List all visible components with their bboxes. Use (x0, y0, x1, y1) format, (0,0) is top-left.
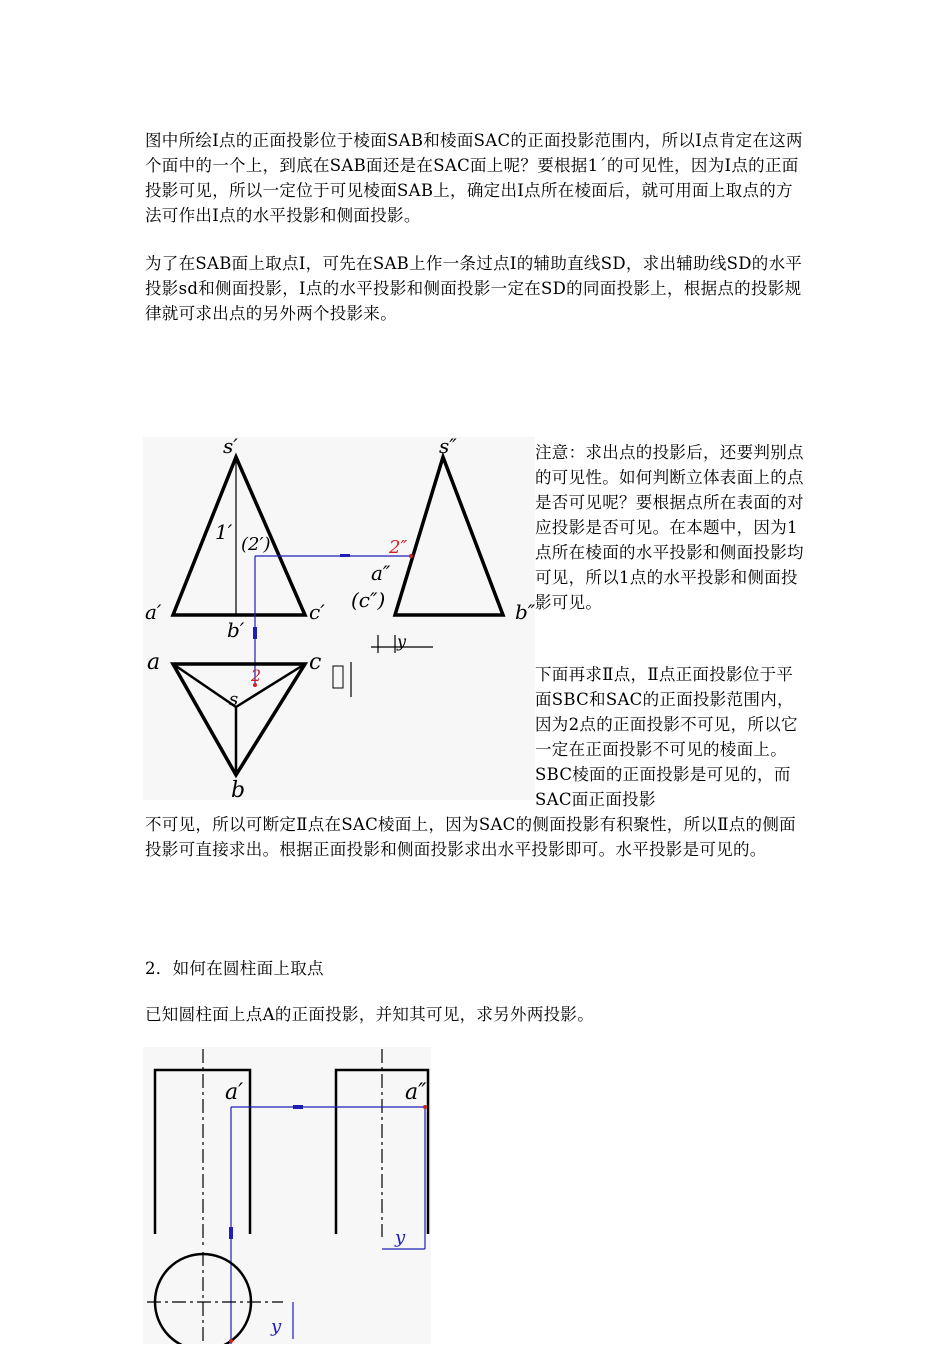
front-view-triangle (173, 457, 305, 615)
label-1-prime: 1′ (215, 520, 233, 544)
projection-marker-v (229, 1227, 233, 1239)
projection-marker-v (253, 627, 257, 639)
cylinder-projection-drawing (143, 1047, 431, 1344)
label-s-double-prime: s″ (439, 437, 457, 458)
label-s: s (229, 689, 239, 710)
pyramid-projection-drawing (143, 437, 535, 800)
label-a-prime: a′ (225, 1080, 244, 1105)
cylinder-projection-figure (143, 1047, 431, 1344)
label-a-prime: a′ (145, 600, 162, 624)
point-a-side (423, 1105, 427, 1109)
section-heading-cylinder: 2．如何在圆柱面上取点 (145, 959, 324, 978)
dim-box-y (333, 666, 343, 688)
label-b: b (231, 778, 246, 800)
label-y-dimension: y (397, 632, 407, 651)
paragraph-point-one: 图中所绘Ⅰ点的正面投影位于棱面SAB和棱面SAC的正面投影范围内，所以Ⅰ点肯定在这两个面中的一个上，到底在SAB面还是在SAC面上呢？要根据1´的可见性，因为Ⅰ点的正面投影可见，所以一定位于可见棱面SAB上，确定出Ⅰ点所在棱面后，就可用面上取点的方法可作出Ⅰ点的水平投影和侧面投影。 (145, 131, 803, 225)
label-2-double-prime: 2″ (389, 537, 408, 558)
label-c: c (309, 650, 322, 675)
top-view-triangle (173, 664, 305, 775)
point-a-top (229, 1339, 233, 1343)
paragraph-point-two-continued: 不可见，所以可断定Ⅱ点在SAC棱面上，因为SAC的侧面投影有积聚性，所以Ⅱ点的侧面投影可直接求出。根据正面投影和侧面投影求出水平投影即可。水平投影是可见的。 (145, 815, 796, 859)
side-view-triangle (395, 457, 503, 615)
note-visibility: 注意：求出点的投影后，还要判别点的可见性。如何判断立体表面上的点是否可见呢？要根据点所在表面的对应投影是否可见。在本题中，因为1点所在棱面的水平投影和侧面投影均可见，所以1点的水平投影和侧面投影可见。 (535, 443, 804, 612)
point-2-side (409, 554, 413, 558)
top-edge-as (173, 664, 236, 707)
projection-marker-h (340, 554, 350, 557)
paragraph-cylinder-task: 已知圆柱面上点A的正面投影，并知其可见，求另外两投影。 (145, 1005, 595, 1024)
paragraph-point-two-side: 下面再求Ⅱ点，Ⅱ点正面投影位于平面SBC和SAC的正面投影范围内，因为2点的正面投影不可见，所以它一定在正面投影不可见的棱面上。SBC棱面的正面投影是可见的，而SAC面正面投影 (535, 665, 798, 809)
label-b-prime: b′ (227, 618, 245, 642)
pyramid-projection-figure (143, 437, 535, 800)
top-edge-cs (236, 664, 305, 707)
label-b-double-prime: b″ (515, 600, 535, 624)
label-c-prime: c′ (309, 600, 325, 624)
label-c-double-prime: (c″) (351, 588, 386, 612)
label-a: a (147, 650, 161, 675)
label-y-top: y (271, 1316, 282, 1337)
label-y-side: y (395, 1227, 406, 1248)
label-s-prime: s′ (223, 437, 238, 458)
label-2: 2 (251, 666, 262, 685)
paragraph-auxiliary-line: 为了在SAB面上取点Ⅰ，可先在SAB上作一条过点Ⅰ的辅助直线SD，求出辅助线SD的水平投影sd和侧面投影，Ⅰ点的水平投影和侧面投影一定在SD的同面投影上，根据点的投影规律就可求出点的另外两个投影来。 (145, 254, 803, 323)
label-2-prime: (2′) (241, 534, 271, 555)
label-a-double-prime: a″ (371, 561, 391, 585)
label-a-double-prime: a″ (405, 1080, 427, 1105)
projection-marker-h (293, 1105, 303, 1109)
